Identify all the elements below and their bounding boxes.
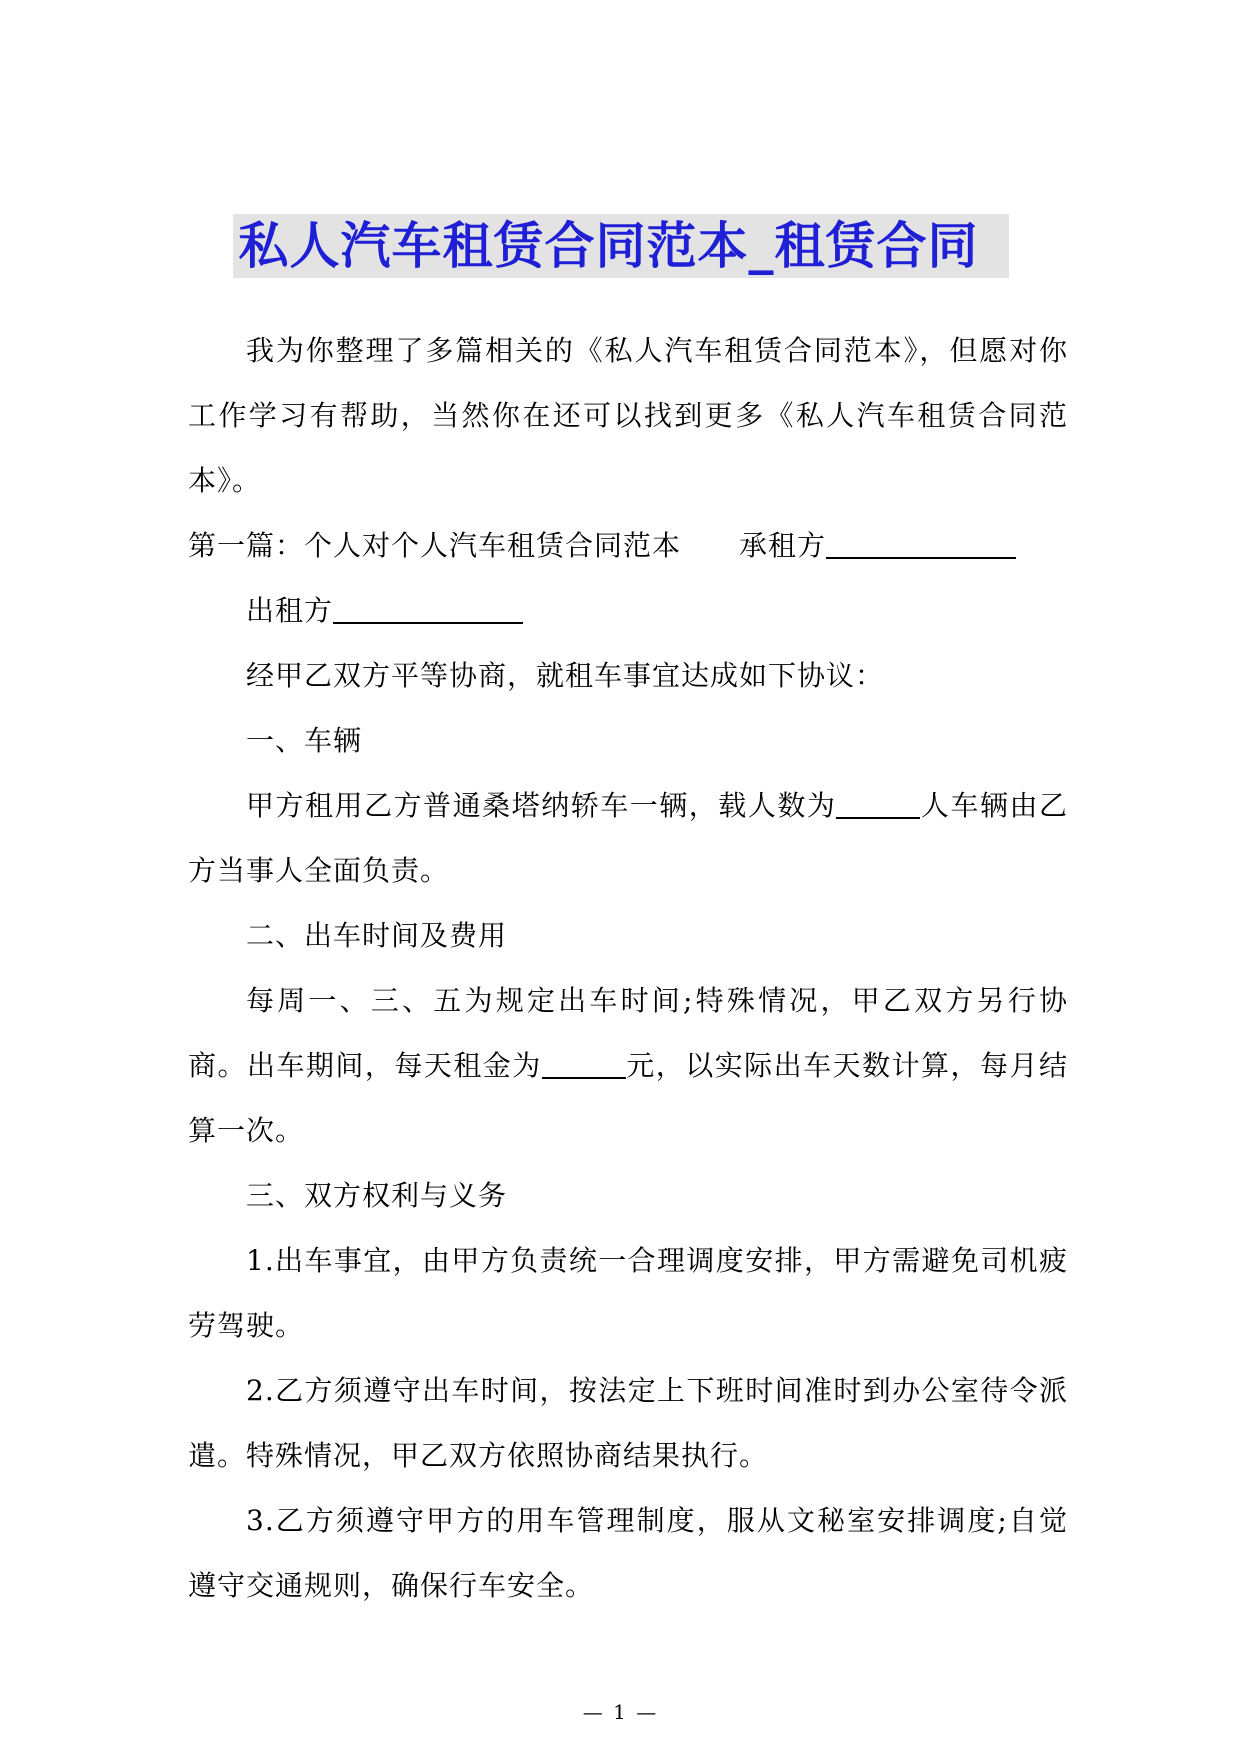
section-2-paragraph bbox=[188, 968, 1068, 1163]
section-3-item-2: 2.乙方须遵守出车时间，按法定上下班时间准时到办公室待令派遣。特殊情况，甲乙双方依照协商结果执行。 bbox=[188, 1374, 1068, 1472]
section-3-item-3: 3.乙方须遵守甲方的用车管理制度，服从文秘室安排调度;自觉遵守交通规则，确保行车安全。 bbox=[188, 1504, 1068, 1602]
section-1-paragraph bbox=[188, 773, 1068, 903]
title-container bbox=[0, 214, 1241, 278]
agreement-paragraph: 经甲乙双方平等协商，就租车事宜达成如下协议： bbox=[246, 659, 885, 692]
section-3-item-1: 1.出车事宜，由甲方负责统一合理调度安排，甲方需避免司机疲劳驾驶。 bbox=[188, 1244, 1068, 1342]
lessor-line bbox=[188, 578, 1068, 643]
section-1-text-b: 人车辆由乙方当事人全面负责。 bbox=[188, 789, 1068, 887]
passenger-count-blank bbox=[836, 787, 920, 819]
chapter-title: 第一篇：个人对个人汽车租赁合同范本 bbox=[188, 529, 682, 562]
daily-rent-blank bbox=[542, 1047, 626, 1079]
section-2-text-b: 元，以实际出车天数计算，每月结算一次。 bbox=[188, 1049, 1068, 1147]
section-3-heading: 三、双方权利与义务 bbox=[246, 1179, 508, 1212]
document-title: 私人汽车租赁合同范本_租赁合同 bbox=[233, 214, 1009, 278]
lessor-label: 出租方 bbox=[246, 594, 334, 627]
page-number: — 1 — bbox=[582, 1700, 659, 1724]
document-body bbox=[188, 318, 1068, 1618]
chapter-line bbox=[188, 513, 1068, 578]
lessee-blank bbox=[826, 527, 1016, 559]
section-1-text-a: 甲方租用乙方普通桑塔纳轿车一辆，载人数为 bbox=[246, 789, 837, 822]
section-2-text-a: 每周一、三、五为规定出车时间;特殊情况，甲乙双方另行协商。出车期间，每天租金为 bbox=[188, 984, 1068, 1082]
lessor-blank bbox=[333, 592, 523, 624]
section-1-heading: 一、车辆 bbox=[246, 724, 363, 757]
intro-paragraph: 我为你整理了多篇相关的《私人汽车租赁合同范本》，但愿对你工作学习有帮助，当然你在还可以找到更多《私人汽车租赁合同范本》。 bbox=[188, 334, 1068, 497]
section-2-heading: 二、出车时间及费用 bbox=[246, 919, 508, 952]
lessee-label: 承租方 bbox=[739, 529, 827, 562]
